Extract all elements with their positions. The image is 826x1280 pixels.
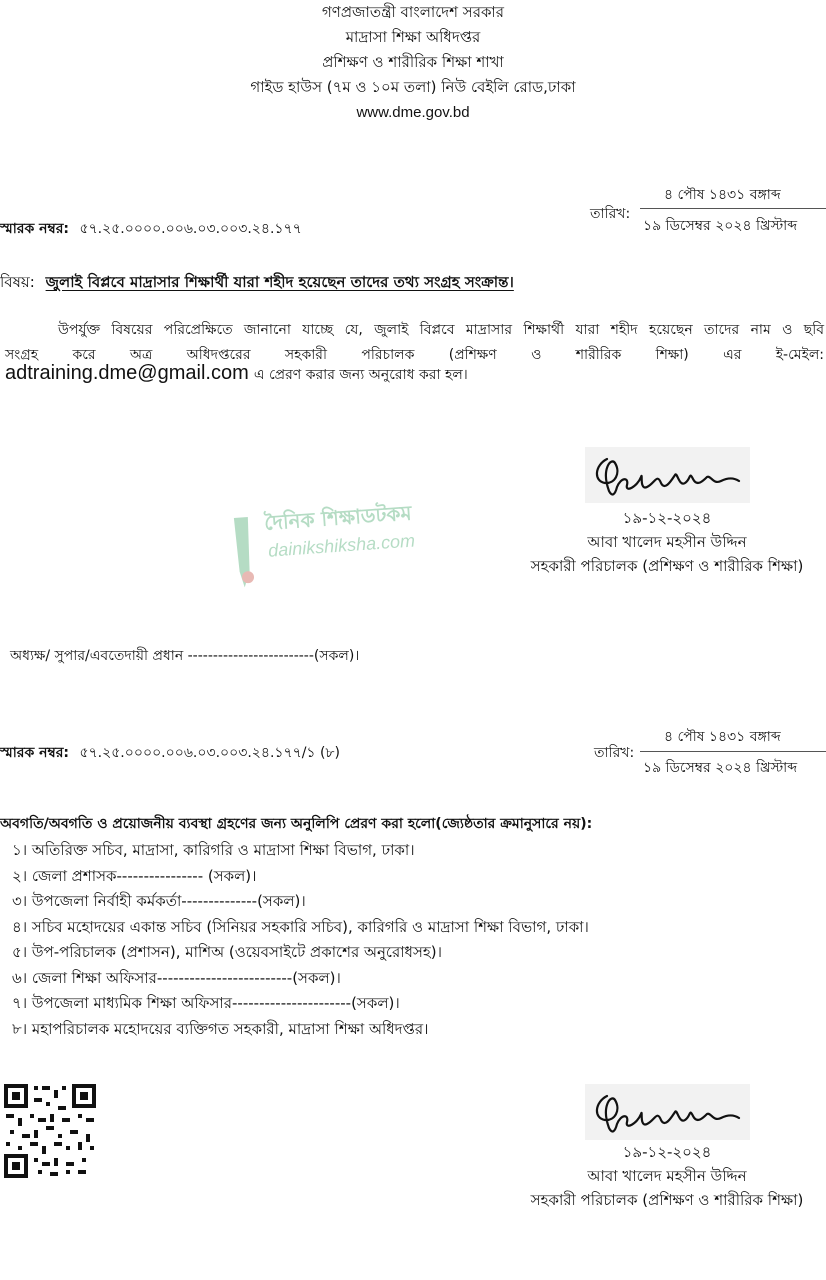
signature-date: ১৯-১২-২০২৪ (622, 509, 712, 527)
list-item: ৪। সচিব মহোদয়ের একান্ত সচিব (সিনিয়র সহকারি সচিব), কারিগরি ও মাদ্রাসা শিক্ষা বিভাগ, ঢাকা। (12, 917, 589, 936)
memo-number-value: ৫৭.২৫.০০০০.০০৬.০৩.০০৩.২৪.১৭৭/১ (৮) (79, 745, 340, 761)
date-gregorian-2: ১৯ ডিসেম্বর ২০২৪ খ্রিস্টাব্দ (643, 760, 798, 776)
list-item: ১। অতিরিক্ত সচিব, মাদ্রাসা, কারিগরি ও মাদ্রাসা শিক্ষা বিভাগ, ঢাকা। (12, 841, 415, 859)
date-divider-2 (640, 751, 826, 752)
watermark (225, 493, 446, 598)
date-bangla-2: ৪ পৌষ ১৪৩১ বঙ্গাব্দ (664, 729, 781, 745)
date-divider-1 (640, 208, 826, 209)
watermark-latin: dainikshiksha.com (267, 530, 416, 561)
copy-list (12, 838, 822, 1042)
subject-text: জুলাই বিপ্লবে মাদ্রাসার শিক্ষার্থী যারা শহীদ হয়েছেন তাদের তথ্য সংগ্রহ সংক্রান্ত। (45, 273, 514, 291)
list-item: ৫। উপ-পরিচালক (প্রশাসন), মাশিঅ (ওয়েবসাইটে প্রকাশের অনুরোধসহ)। (12, 943, 442, 961)
email-address[interactable]: adtraining.dme@gmail.com (5, 362, 249, 384)
list-item: ২। জেলা প্রশাসক---------------- (সকল)। (12, 866, 257, 885)
list-item: ৬। জেলা শিক্ষা অফিসার-------------------------(সকল)। (12, 968, 341, 987)
letterhead (0, 0, 826, 125)
list-item: ৭। উপজেলা মাধ্যমিক শিক্ষা অফিসার----------------------(সকল)। (12, 994, 400, 1012)
signatory-name: আবা খালেদ মহসীন উদ্দিন (587, 1167, 747, 1185)
signatory-designation: সহকারী পরিচালক (প্রশিক্ষণ ও শারীরিক শিক্ষা) (530, 557, 804, 575)
directorate-title: মাদ্রাসা শিক্ষা অধিদপ্তর (345, 28, 481, 46)
gov-title: গণপ্রজাতন্ত্রী বাংলাদেশ সরকার (321, 3, 505, 21)
memo-number-2 (0, 741, 340, 765)
signature-image-2 (585, 1084, 750, 1140)
date-label-1: তারিখ: (590, 206, 631, 222)
signature-date: ১৯-১২-২০২৪ (622, 1143, 712, 1161)
body-line-1: উপর্যুক্ত বিষয়ের পরিপ্রেক্ষিতে জানানো যাচ্ছে যে, জুলাই বিপ্লবে মাদ্রাসার শিক্ষার্থী যারা শহীদ হয়েছেন তাদের নাম ও ছবি (58, 322, 824, 338)
website[interactable]: www.dme.gov.bd (356, 104, 470, 121)
signature-block-1 (508, 506, 826, 578)
date-bangla-1: ৪ পৌষ ১৪৩১ বঙ্গাব্দ (664, 187, 781, 203)
signature-scribble-icon (585, 447, 750, 503)
watermark-bangla: দৈনিক শিক্ষাডটকম (263, 500, 413, 535)
memo-number-value: ৫৭.২৫.০০০০.০০৬.০৩.০০৩.২৪.১৭৭ (79, 221, 302, 237)
body-line-3 (5, 362, 826, 387)
body-line-2: সংগ্রহ করে অত্র অধিদপ্তরের সহকারী পরিচালক (প্রশিক্ষণ ও শারীরিক শিক্ষা) এর ই-মেইল: (5, 347, 824, 363)
date-label-2: তারিখ: (594, 745, 635, 761)
subject-label: বিষয়: (0, 273, 35, 291)
branch-title: প্রশিক্ষণ ও শারীরিক শিক্ষা শাখা (322, 53, 504, 71)
recipient-line: অধ্যক্ষ/ সুপার/এবতেদায়ী প্রধান -------------------------(সকল)। (10, 648, 360, 664)
body-line-3-text: এ প্রেরণ করার জন্য অনুরোধ করা হল। (253, 367, 468, 383)
signatory-name: আবা খালেদ মহসীন উদ্দিন (587, 533, 747, 551)
qr-code[interactable] (2, 1082, 98, 1180)
office-address: গাইড হাউস (৭ম ও ১০ম তলা) নিউ বেইলি রোড,ঢাকা (250, 78, 576, 96)
memo-label: স্মারক নম্বর: (0, 221, 70, 237)
subject-line (0, 271, 826, 296)
signature-scribble-icon (585, 1084, 750, 1140)
signature-block-2 (508, 1140, 826, 1212)
signature-image-1 (585, 447, 750, 503)
date-gregorian-1: ১৯ ডিসেম্বর ২০২৪ খ্রিস্টাব্দ (643, 218, 798, 234)
qr-code-icon (2, 1082, 98, 1180)
signatory-designation: সহকারী পরিচালক (প্রশিক্ষণ ও শারীরিক শিক্ষা) (530, 1191, 804, 1209)
list-item: ৩। উপজেলা নির্বাহী কর্মকর্তা--------------(সকল)। (12, 892, 306, 910)
memo-number-1 (0, 217, 302, 241)
list-item: ৮। মহাপরিচালক মহোদয়ের ব্যক্তিগত সহকারী, মাদ্রাসা শিক্ষা অধিদপ্তর। (12, 1019, 429, 1038)
memo-label: স্মারক নম্বর: (0, 745, 70, 761)
copy-heading: অবগতি/অবগতি ও প্রয়োজনীয় ব্যবস্থা গ্রহণের জন্য অনুলিপি প্রেরণ করা হলো(জ্যেষ্ঠতার ক্রমানুসারে নয়): (0, 816, 593, 832)
